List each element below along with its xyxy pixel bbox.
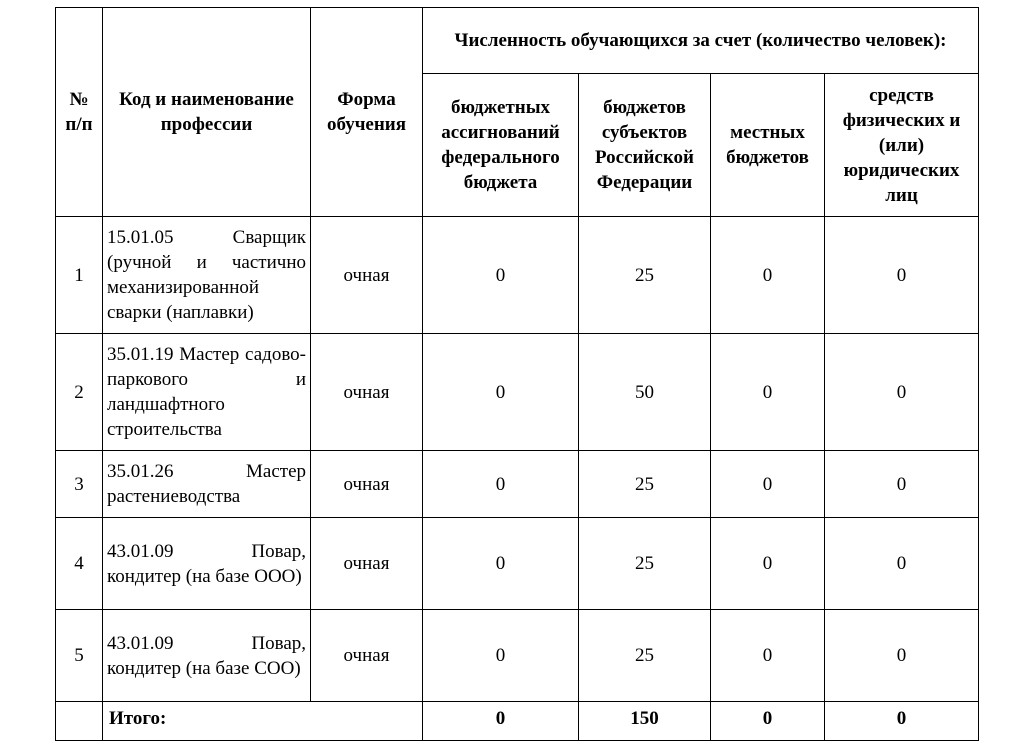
table-row — [56, 610, 979, 702]
header-federal: бюджетных ассигнований федерального бюджета — [423, 74, 579, 217]
header-local: местных бюджетов — [711, 74, 825, 217]
total-row — [56, 702, 979, 741]
table-row — [56, 334, 979, 451]
row-num: 5 — [56, 610, 103, 702]
row-local: 0 — [711, 217, 825, 334]
header-funding-group: Численность обучающихся за счет (количество человек): — [423, 8, 979, 74]
row-private: 0 — [825, 451, 979, 518]
row-profession: 43.01.09 Повар, кондитер (на базе ООО) — [103, 518, 311, 610]
row-num: 4 — [56, 518, 103, 610]
row-form: очная — [311, 451, 423, 518]
row-local: 0 — [711, 334, 825, 451]
row-num: 2 — [56, 334, 103, 451]
header-profession: Код и наименование профессии — [103, 8, 311, 217]
table-row — [56, 451, 979, 518]
row-private: 0 — [825, 610, 979, 702]
row-profession: 35.01.19 Мастер садово-паркового и ландшафтного строительства — [103, 334, 311, 451]
row-regional: 50 — [579, 334, 711, 451]
header-regional: бюджетов субъектов Российской Федерации — [579, 74, 711, 217]
total-private: 0 — [825, 702, 979, 741]
row-federal: 0 — [423, 217, 579, 334]
row-profession: 43.01.09 Повар, кондитер (на базе СОО) — [103, 610, 311, 702]
row-federal: 0 — [423, 451, 579, 518]
total-local: 0 — [711, 702, 825, 741]
total-federal: 0 — [423, 702, 579, 741]
header-form: Форма обучения — [311, 8, 423, 217]
row-federal: 0 — [423, 518, 579, 610]
row-federal: 0 — [423, 334, 579, 451]
row-private: 0 — [825, 334, 979, 451]
total-regional: 150 — [579, 702, 711, 741]
row-local: 0 — [711, 451, 825, 518]
row-form: очная — [311, 610, 423, 702]
row-local: 0 — [711, 518, 825, 610]
admissions-table — [55, 7, 979, 741]
header-num: № п/п — [56, 8, 103, 217]
row-form: очная — [311, 334, 423, 451]
row-form: очная — [311, 518, 423, 610]
row-form: очная — [311, 217, 423, 334]
row-regional: 25 — [579, 518, 711, 610]
row-num: 1 — [56, 217, 103, 334]
row-num: 3 — [56, 451, 103, 518]
row-private: 0 — [825, 518, 979, 610]
table-row — [56, 518, 979, 610]
row-regional: 25 — [579, 217, 711, 334]
total-label: Итого: — [103, 702, 423, 741]
table-row — [56, 217, 979, 334]
row-local: 0 — [711, 610, 825, 702]
row-regional: 25 — [579, 610, 711, 702]
header-row — [56, 8, 979, 74]
row-regional: 25 — [579, 451, 711, 518]
row-federal: 0 — [423, 610, 579, 702]
row-profession: 15.01.05 Сварщик (ручной и частично механизированной сварки (наплавки) — [103, 217, 311, 334]
row-profession: 35.01.26 Мастер растениеводства — [103, 451, 311, 518]
header-private: средств физических и (или) юридических лиц — [825, 74, 979, 217]
total-num-cell — [56, 702, 103, 741]
row-private: 0 — [825, 217, 979, 334]
